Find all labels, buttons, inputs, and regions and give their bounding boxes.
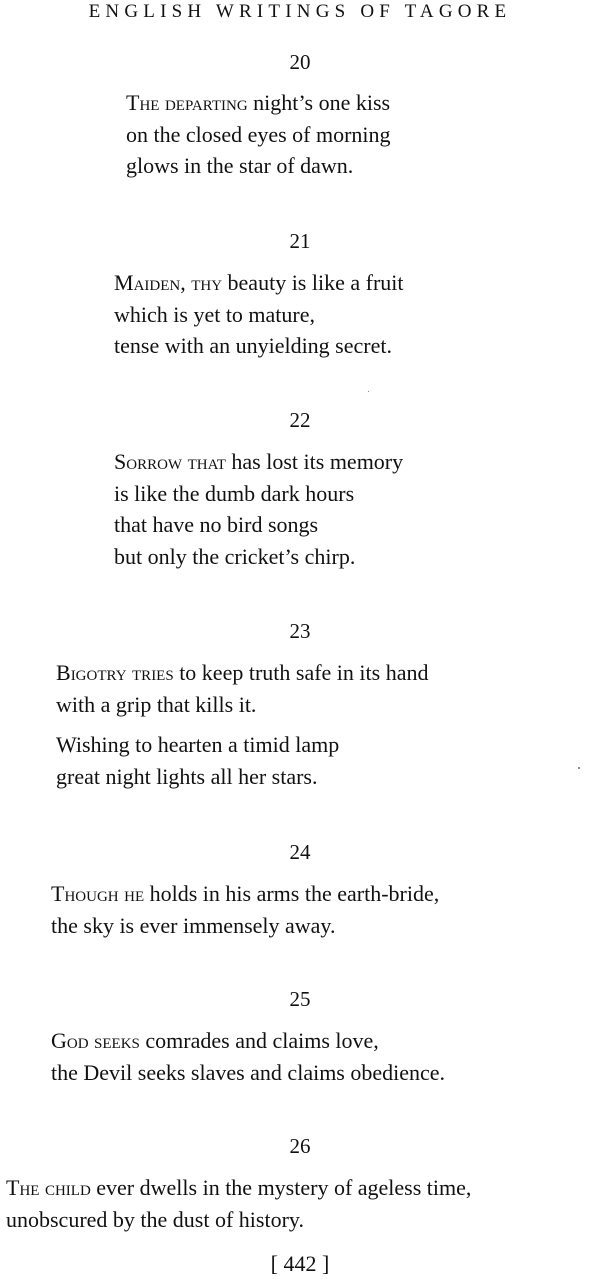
poem-line bbox=[114, 446, 403, 478]
poem-number: 24 bbox=[289, 840, 311, 864]
lead-small-caps: hough he bbox=[64, 881, 145, 906]
lead-capital: S bbox=[114, 449, 127, 474]
poem-line bbox=[114, 267, 404, 299]
lead-small-caps: aiden, thy bbox=[133, 270, 223, 295]
lead-capital: M bbox=[114, 270, 134, 295]
poem-number: 26 bbox=[289, 1134, 311, 1158]
lead-small-caps: he departing bbox=[139, 90, 248, 115]
poem-line bbox=[51, 1025, 445, 1057]
poem-line: is like the dumb dark hours bbox=[114, 480, 355, 506]
scan-speck bbox=[368, 391, 369, 392]
lead-capital: G bbox=[51, 1028, 67, 1053]
running-head: ENGLISH WRITINGS OF TAGORE bbox=[88, 1, 512, 22]
poem-number: 20 bbox=[289, 50, 311, 74]
lead-capital: T bbox=[6, 1175, 20, 1200]
line-text: night’s one kiss bbox=[247, 90, 391, 115]
poem-line bbox=[6, 1172, 471, 1204]
poem-line bbox=[56, 657, 428, 689]
lead-small-caps: igotry tries bbox=[70, 660, 174, 685]
poem-line: great night lights all her stars. bbox=[56, 763, 318, 789]
poem-body bbox=[51, 878, 439, 941]
poem-line: which is yet to mature, bbox=[114, 301, 316, 327]
page-number: [ 442 ] bbox=[270, 1251, 330, 1276]
poem-body bbox=[51, 1025, 445, 1088]
poem-line: the sky is ever immensely away. bbox=[51, 912, 336, 938]
poem-line: glows in the star of dawn. bbox=[126, 153, 354, 178]
poem-line: unobscured by the dust of history. bbox=[6, 1206, 304, 1232]
poem-line: Wishing to hearten a timid lamp bbox=[56, 732, 340, 757]
line-text: beauty is like a fruit bbox=[222, 270, 404, 295]
poem-body bbox=[6, 1172, 471, 1235]
poem-line: on the closed eyes of morning bbox=[126, 121, 391, 147]
poem-line: but only the cricket’s chirp. bbox=[114, 543, 356, 569]
poem-body bbox=[56, 657, 428, 792]
poem-line bbox=[51, 878, 439, 910]
lead-small-caps: he child bbox=[19, 1175, 91, 1200]
poem-number: 23 bbox=[289, 619, 311, 643]
line-text: comrades and claims love, bbox=[139, 1028, 379, 1053]
poem-number: 22 bbox=[289, 408, 311, 432]
scan-speck bbox=[578, 767, 580, 769]
poem-line: the Devil seeks slaves and claims obedience. bbox=[51, 1059, 446, 1085]
poem-line: tense with an unyielding secret. bbox=[114, 333, 392, 358]
lead-capital: T bbox=[126, 90, 140, 115]
poem-number: 21 bbox=[289, 229, 311, 253]
line-text: ever dwells in the mystery of ageless time, bbox=[90, 1175, 472, 1200]
lead-capital: T bbox=[51, 881, 65, 906]
poem-number: 25 bbox=[289, 987, 311, 1011]
lead-small-caps: orrow that bbox=[126, 449, 226, 474]
poem-line: that have no bird songs bbox=[114, 512, 319, 537]
poem-line bbox=[126, 87, 391, 119]
lead-capital: B bbox=[56, 660, 71, 685]
poem-body bbox=[126, 87, 391, 182]
poem-line: with a grip that kills it. bbox=[56, 691, 257, 717]
poem-body bbox=[114, 446, 403, 572]
line-text: to keep truth safe in its hand bbox=[173, 660, 429, 685]
line-text: holds in his arms the earth-bride, bbox=[144, 881, 440, 906]
lead-small-caps: od seeks bbox=[66, 1028, 140, 1053]
line-text: has lost its memory bbox=[225, 449, 404, 474]
poem-body bbox=[114, 267, 404, 362]
